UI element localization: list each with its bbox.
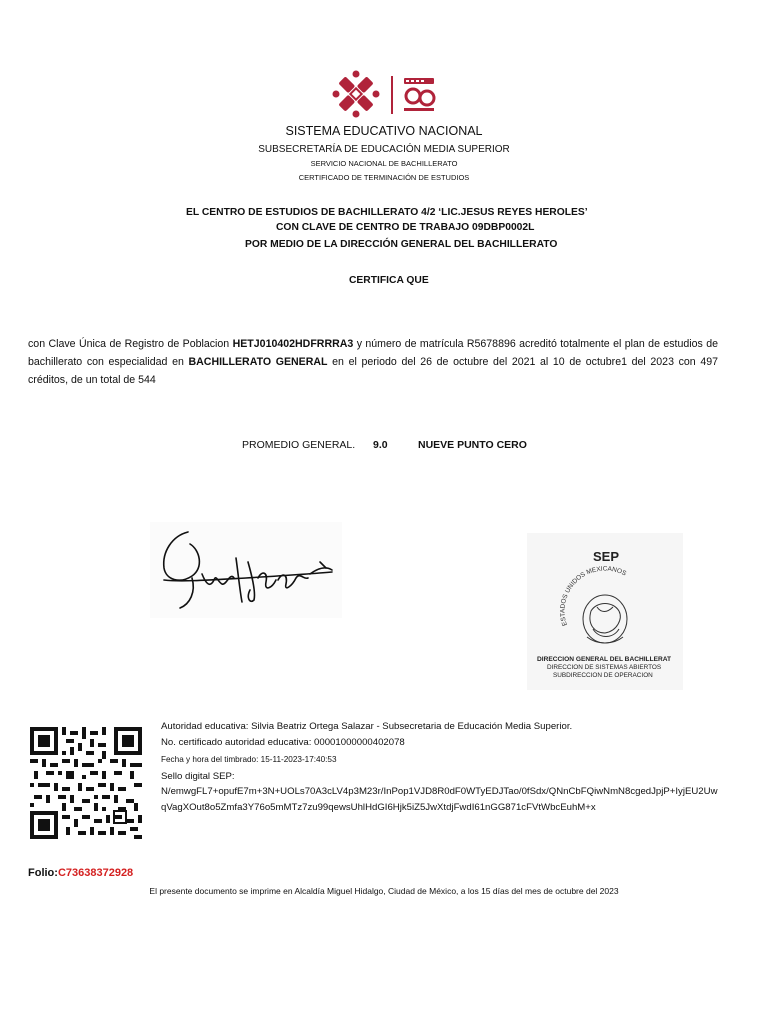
autoridad-educativa: Autoridad educativa: Silvia Beatriz Ortega Salazar - Subsecretaria de Educación Media Superior. — [161, 721, 573, 732]
fecha-timbrado: Fecha y hora del timbrado: 15-11-2023-17:40:53 — [161, 755, 337, 764]
header-line-2: SUBSECRETARÍA DE EDUCACIÓN MEDIA SUPERIOR — [258, 144, 510, 155]
body-text-3: en el periodo del 26 de octubre del 2021 al 10 de octubre1 del 2023 con 497 créditos, de un total de 544 — [28, 356, 718, 386]
institution-line-3: POR MEDIO DE LA DIRECCIÓN GENERAL DEL BACHILLERATO — [245, 239, 558, 250]
body-text-2: y número de matrícula R5678896 acreditó totalmente el plan de estudios de bachillerato con especialidad en — [28, 338, 718, 368]
folio — [28, 867, 133, 879]
sello-label: Sello digital SEP: — [161, 771, 235, 782]
curp-value: HETJ010402HDFRRRA3 — [232, 338, 354, 350]
body-text-1: con Clave Única de Registro de Poblacion — [28, 338, 233, 350]
seal-icon — [527, 533, 683, 690]
institution-line-2: CON CLAVE DE CENTRO DE TRABAJO 09DBP0002L — [276, 222, 535, 233]
promedio-words: NUEVE PUNTO CERO — [418, 439, 527, 451]
especialidad-value: BACHILLERATO GENERAL — [188, 356, 328, 368]
header-line-3: SERVICIO NACIONAL DE BACHILLERATO — [310, 159, 458, 168]
certifica-heading: CERTIFICA QUE — [349, 275, 429, 286]
seal-line-2: DIRECCION DE SISTEMAS ABIERTOS — [547, 664, 662, 671]
no-certificado: No. certificado autoridad educativa: 00001000000402078 — [161, 737, 405, 748]
promedio-label: PROMEDIO GENERAL. — [242, 439, 356, 451]
promedio-value: 9.0 — [373, 439, 388, 451]
svg-text:ESTADOS UNIDOS MEXICANOS — [559, 565, 627, 626]
seal-arc-text: ESTADOS UNIDOS MEXICANOS — [559, 565, 628, 627]
seal-sep-text: SEP — [593, 549, 620, 564]
certificate-body — [28, 335, 718, 389]
qr-code — [30, 727, 142, 839]
sep-logo-icon — [330, 68, 440, 120]
signature — [150, 522, 342, 618]
signature-scribble — [150, 522, 342, 618]
seal-line-3: SUBDIRECCION DE OPERACION — [553, 672, 653, 679]
sello-digital: N/emwgFL7+opufE7m+3N+UOLs70A3cLV4p3M23r/InPop1VJD8R0dF0WTyEDJTao/0fSdx/QNnCbFQiwNmN8cgedJpjP+IyjEU2UwqVagXOut8o5Zmfa3Y76o5mMTz7zu99qewsUhlHdGI6Hjk5iZ5JwXtdjFwdI61nGG871cFVtWbcEuhM+x — [161, 786, 718, 813]
folio-label: Folio: — [28, 867, 58, 879]
header-line-4: CERTIFICADO DE TERMINACIÓN DE ESTUDIOS — [298, 173, 470, 182]
seal-line-1: DIRECCION GENERAL DEL BACHILLERAT — [537, 656, 672, 663]
header-line-1: SISTEMA EDUCATIVO NACIONAL — [285, 124, 483, 138]
official-seal — [527, 533, 683, 690]
footer-statement: El presente documento se imprime en Alcaldía Miguel Hidalgo, Ciudad de México, a los 15 días del mes de octubre del 2023 — [149, 886, 619, 896]
institution-line-1: EL CENTRO DE ESTUDIOS DE BACHILLERATO 4/2 ‘LIC.JESUS REYES HEROLES’ — [186, 207, 588, 218]
folio-number: C73638372928 — [57, 867, 134, 879]
